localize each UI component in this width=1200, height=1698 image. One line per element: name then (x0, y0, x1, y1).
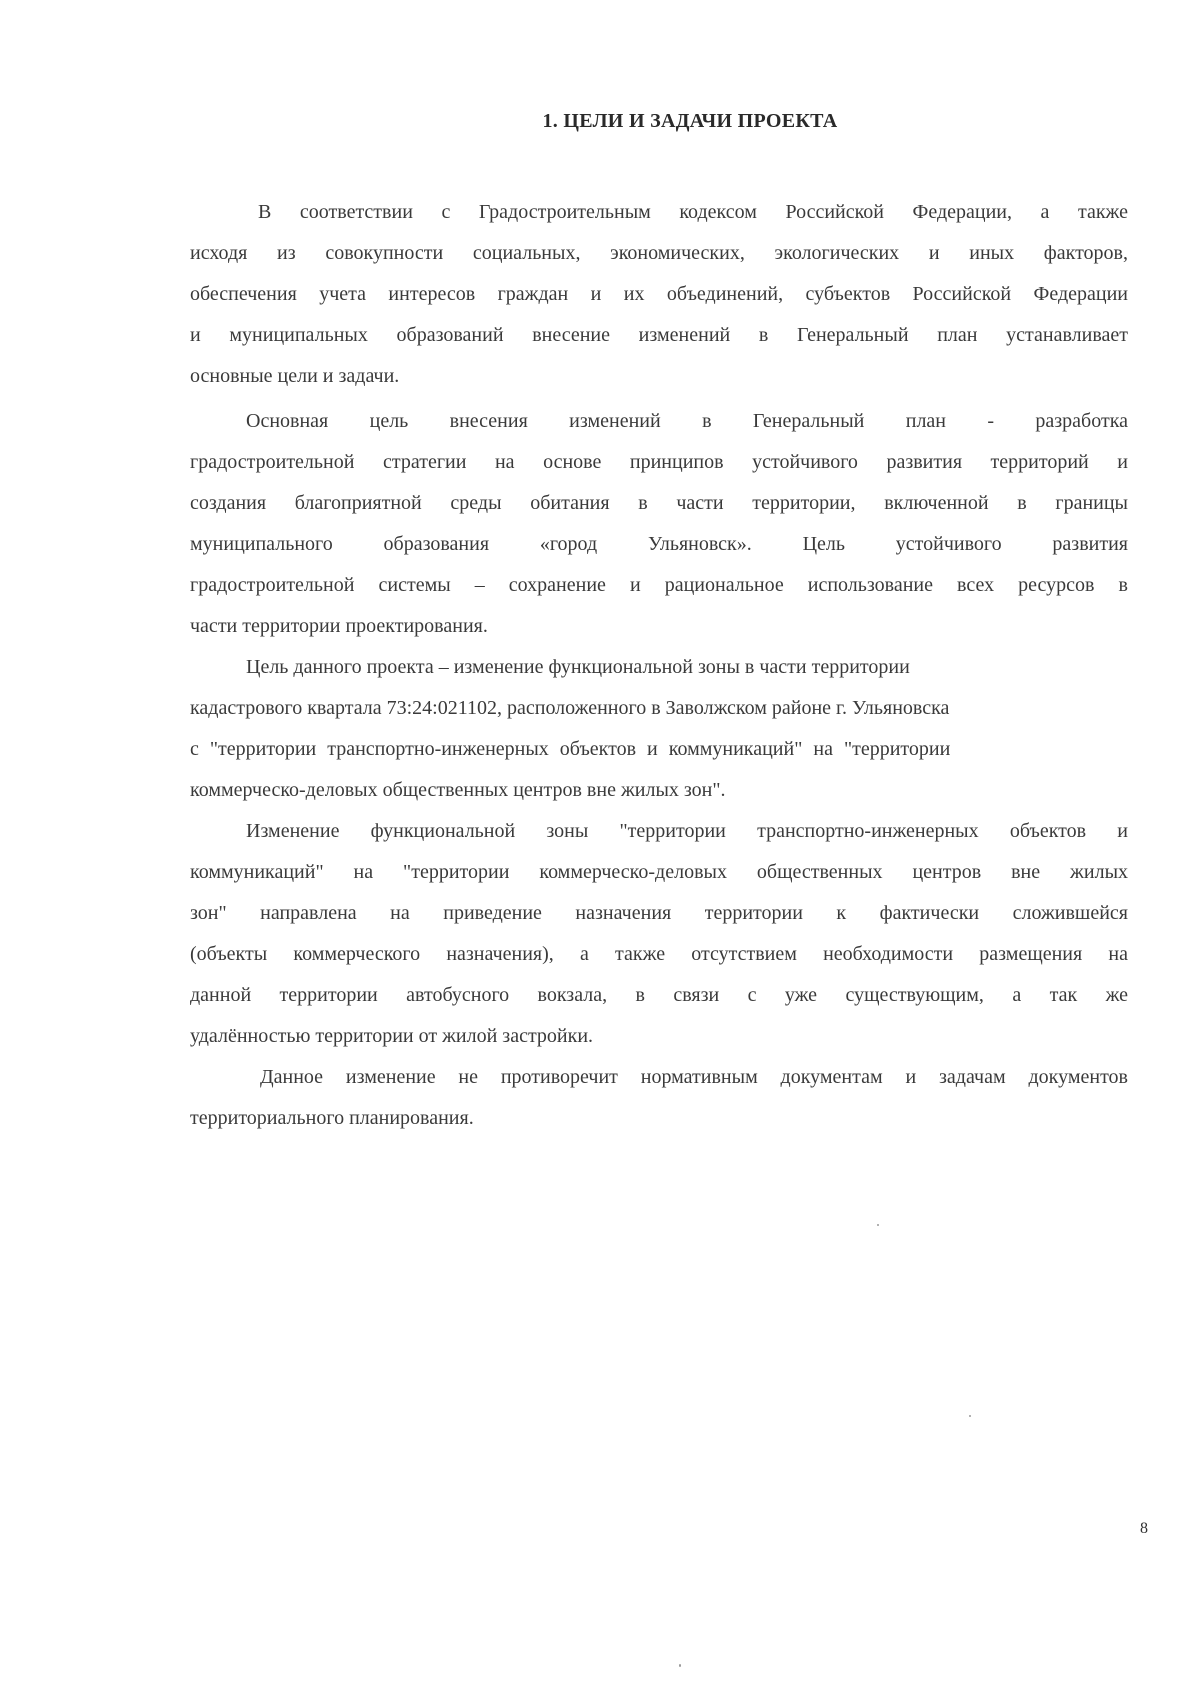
scan-speck (969, 1415, 971, 1417)
section-heading: 1. ЦЕЛИ И ЗАДАЧИ ПРОЕКТА (542, 110, 838, 132)
paragraph-3-line-2: кадастрового квартала 73:24:021102, расположенного в Заволжском районе г. Ульяновска (190, 697, 950, 719)
paragraph-2-line-1: Основная цель внесения изменений в Генеральный план - разработка (246, 410, 1128, 432)
paragraph-4 (190, 811, 1128, 1057)
paragraph-2-line-3: создания благоприятной среды обитания в части территории, включенной в границы (190, 492, 1128, 514)
paragraph-1-line-1: В соответствии с Градостроительным кодексом Российской Федерации, а также (258, 201, 1128, 223)
paragraph-4-line-1: Изменение функциональной зоны "территории транспортно-инженерных объектов и (246, 820, 1128, 842)
paragraph-2-line-4: муниципального образования «город Ульяновск». Цель устойчивого развития (190, 533, 1128, 555)
paragraph-4-line-2: коммуникаций" на "территории коммерческо-деловых общественных центров вне жилых (190, 861, 1128, 883)
paragraph-4-line-3: зон" направлена на приведение назначения территории к фактически сложившейся (190, 902, 1128, 924)
paragraph-1-line-5: основные цели и задачи. (190, 365, 400, 387)
paragraph-1-line-2: исходя из совокупности социальных, экономических, экологических и иных факторов, (190, 242, 1128, 264)
paragraph-4-line-6: удалённостью территории от жилой застройки. (190, 1025, 594, 1047)
paragraph-2 (190, 401, 1128, 647)
paragraph-5-line-2: территориального планирования. (190, 1107, 474, 1129)
paragraph-1-line-4: и муниципальных образований внесение изменений в Генеральный план устанавливает (190, 324, 1128, 346)
paragraph-3 (190, 647, 1128, 811)
paragraph-3-line-3: с "территории транспортно-инженерных объектов и коммуникаций" на "территории (190, 738, 951, 760)
paragraph-2-line-6: части территории проектирования. (190, 615, 488, 637)
paragraph-2-line-2: градостроительной стратегии на основе принципов устойчивого развития территорий и (190, 451, 1128, 473)
paragraph-1-line-3: обеспечения учета интересов граждан и их объединений, субъектов Российской Федерации (190, 283, 1128, 305)
paragraph-4-line-4: (объекты коммерческого назначения), а также отсутствием необходимости размещения на (190, 943, 1128, 965)
paragraph-3-line-1: Цель данного проекта – изменение функциональной зоны в части территории (246, 656, 910, 678)
paragraph-2-line-5: градостроительной системы – сохранение и рациональное использование всех ресурсов в (190, 574, 1128, 596)
scan-speck (877, 1224, 879, 1226)
scan-speck (679, 1664, 681, 1667)
paragraph-5-line-1: Данное изменение не противоречит нормативным документам и задачам документов (260, 1066, 1128, 1088)
page-number: 8 (1140, 1520, 1148, 1537)
paragraph-1 (190, 192, 1128, 397)
paragraph-5 (190, 1057, 1128, 1139)
paragraph-4-line-5: данной территории автобусного вокзала, в связи с уже существующим, а так же (190, 984, 1128, 1006)
paragraph-3-line-4: коммерческо-деловых общественных центров вне жилых зон". (190, 779, 726, 801)
